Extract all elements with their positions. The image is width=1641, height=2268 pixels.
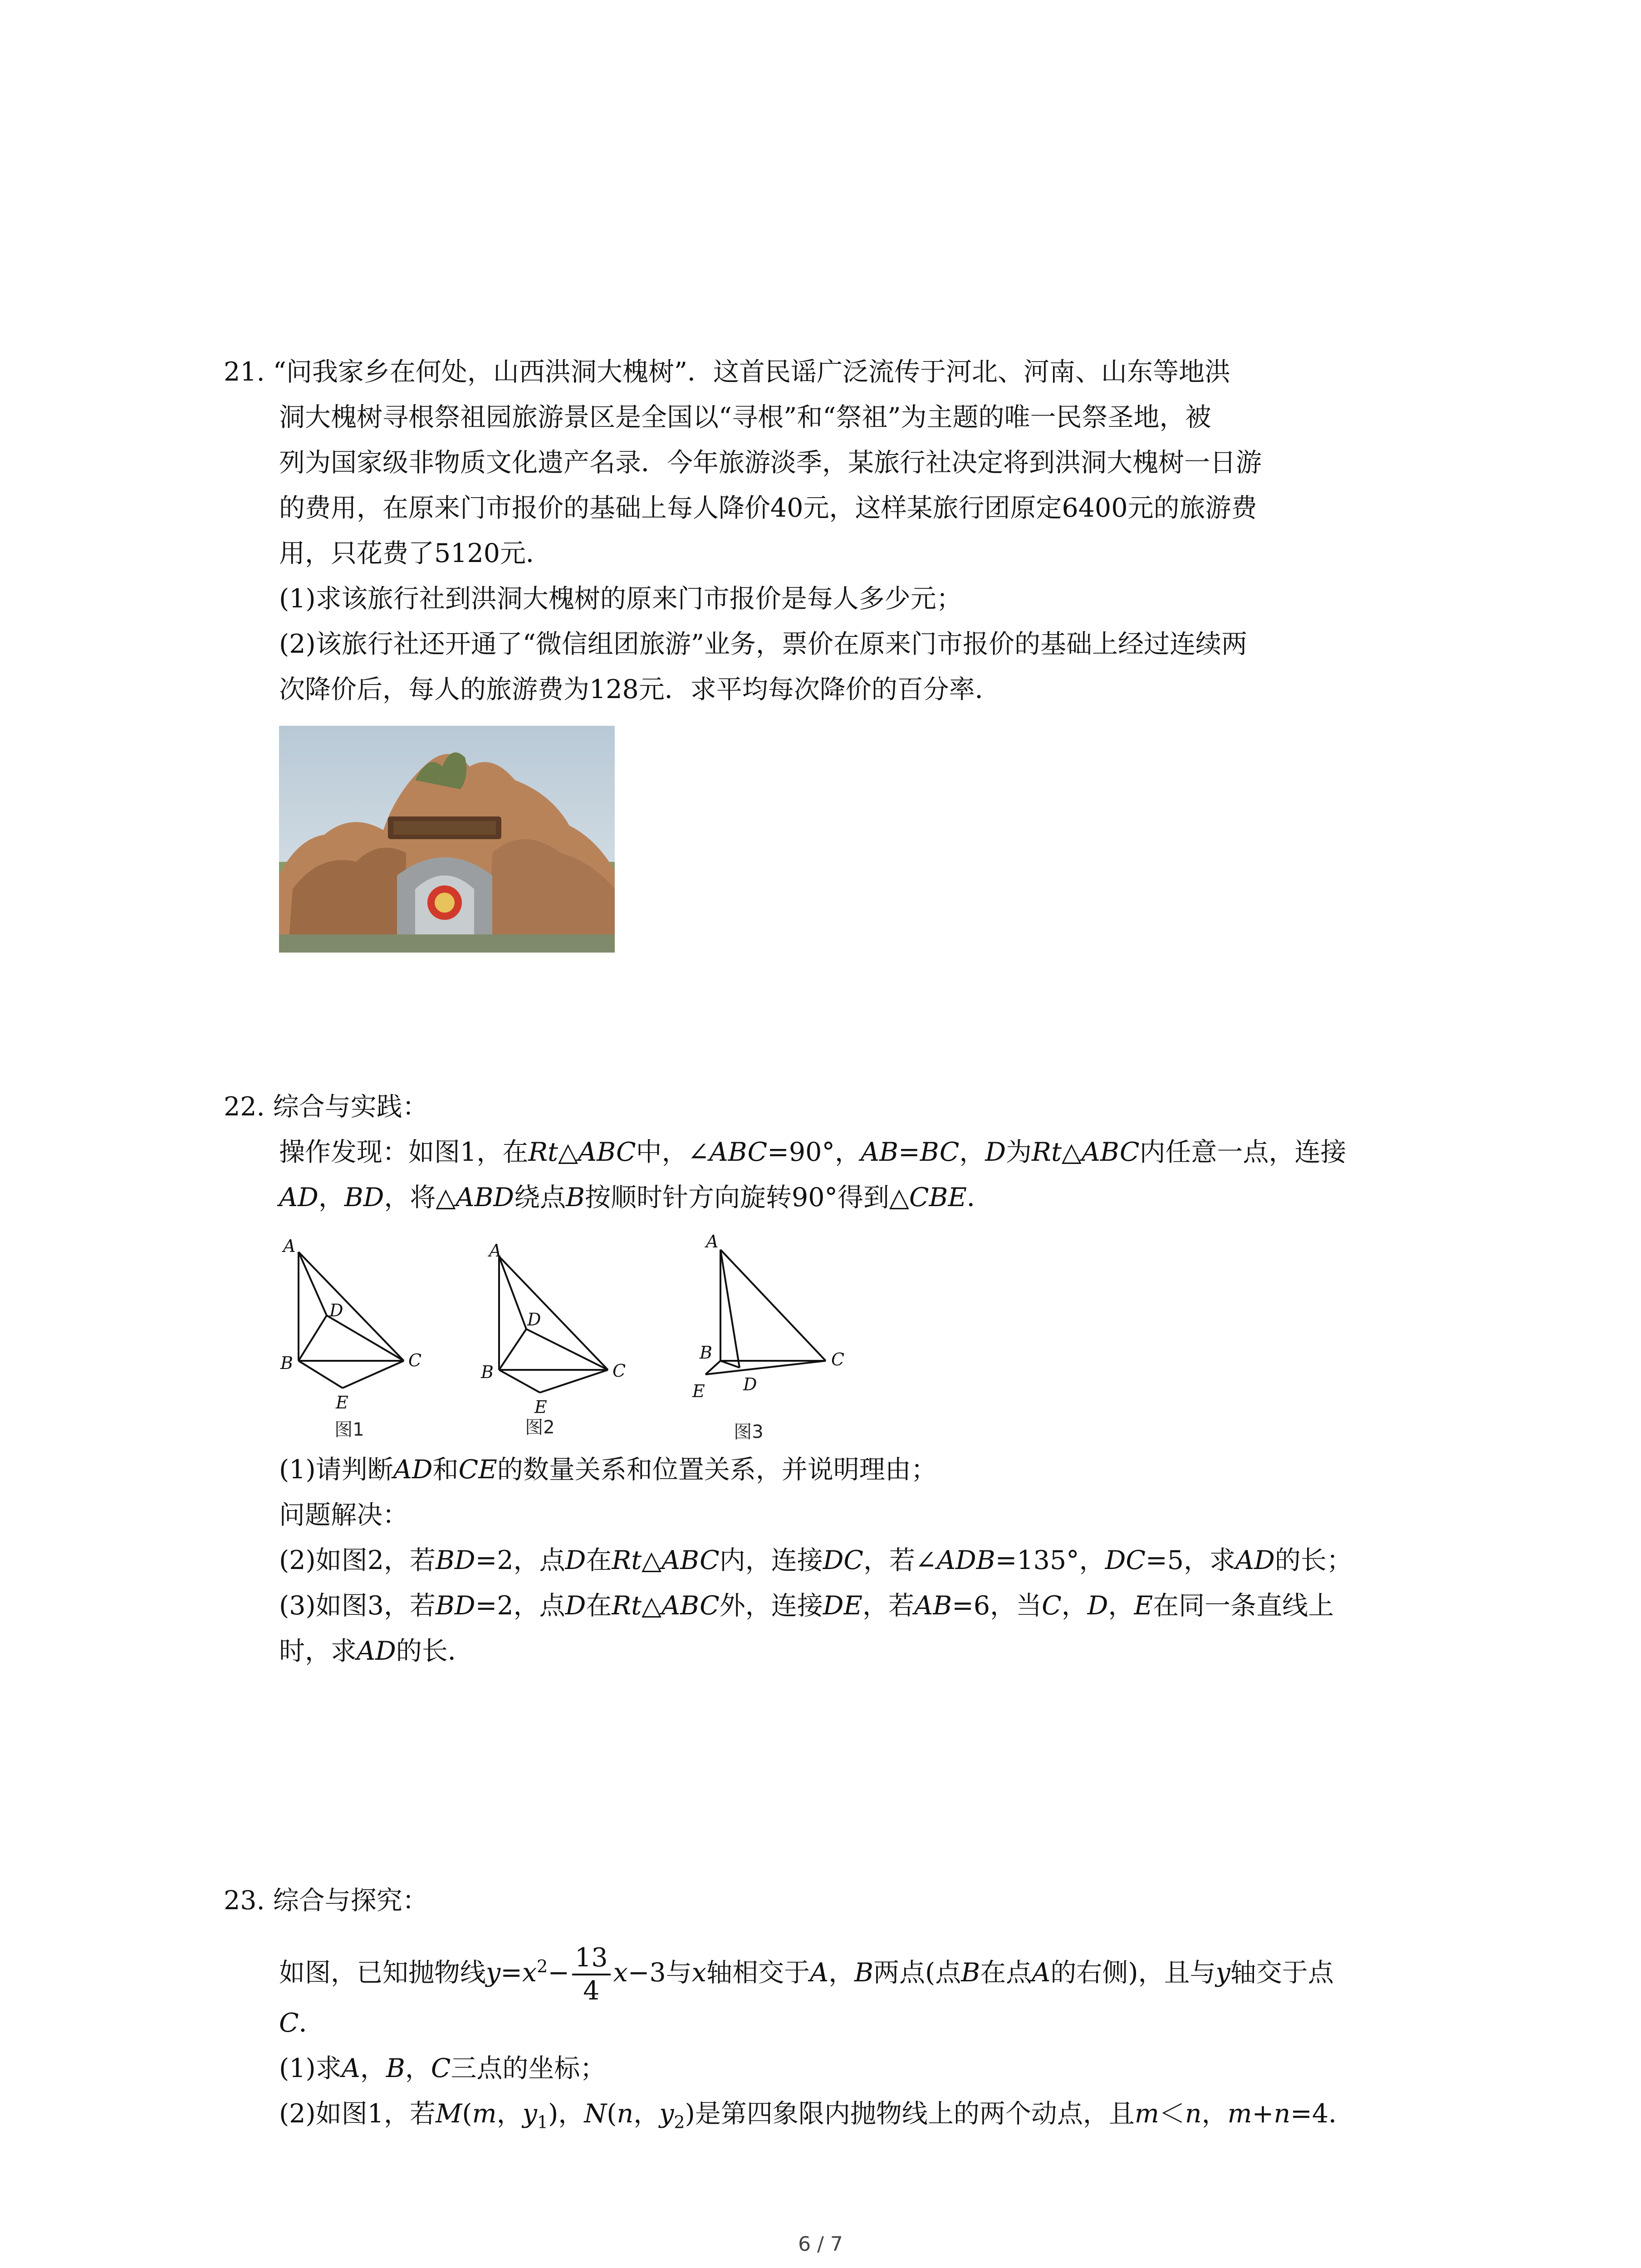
fig1-label-b: B [280, 1353, 293, 1373]
fig3-label-d: D [743, 1374, 757, 1394]
fig3-label-e: E [692, 1381, 705, 1401]
q21-line-3: 列为国家级非物质文化遗产名录．今年旅游淡季，某旅行社决定将到洪洞大槐树一日游 [279, 448, 1262, 478]
q21-part-2-cont: 次降价后，每人的旅游费为128元．求平均每次降价的百分率． [279, 675, 1001, 704]
q23-part-2: (2)如图1，若M(m，$y_1$)，N(n，$y_2$)是第四象限内抛物线上的两个动点，且m＜n，m+n=4． [279, 2099, 1355, 2132]
fig2-label-a: A [489, 1241, 502, 1261]
fig2-label-d: D [527, 1310, 541, 1330]
scenic-photo [279, 726, 615, 953]
fig1-label-a: A [283, 1236, 296, 1256]
q21-part-2: (2)该旅行社还开通了“微信组团旅游”业务，票价在原来门市报价的基础上经过连续两 [279, 629, 1248, 659]
q21-part-1: (1)求该旅行社到洪洞大槐树的原来门市报价是每人多少元； [279, 584, 962, 614]
q22-part-3-cont: 时，求AD的长． [279, 1636, 474, 1666]
fig3-label-b: B [700, 1343, 712, 1363]
q21-line-5: 用，只花费了5120元． [279, 538, 552, 568]
fig1-label-c: C [408, 1350, 422, 1370]
q22-part-3: (3)如图3，若BD=2，点D在Rt△ABC外，连接DE，若AB=6，当C，D，E在同一条直线上 [279, 1591, 1334, 1621]
fig1-label-d: D [329, 1300, 343, 1320]
fraction-13-4: $\frac{13}{4}$ [572, 1945, 611, 2004]
fig2-label-b: B [481, 1362, 494, 1382]
q22-title-line: 22. 综合与实践： [224, 1092, 428, 1122]
figure-2-caption: 图2 [525, 1417, 555, 1438]
figure-1-caption: 图1 [334, 1419, 364, 1440]
figure-3 [690, 1229, 871, 1411]
q23-intro-line-1: 如图，已知抛物线$y=x^2-$ $\frac{13}{4}$ x−3与x轴相交于A，B两点(点B在点A的右侧)，且与y轴交于点 [279, 1942, 1334, 2006]
q23-part-1: (1)求A，B，C三点的坐标； [279, 2053, 606, 2083]
q23-title-line: 23. 综合与探究： [224, 1886, 428, 1916]
figure-2 [476, 1238, 640, 1415]
q21-line-1: 21. “问我家乡在何处，山西洪洞大槐树”．这首民谣广泛流传于河北、河南、山东等地洪 [224, 357, 1231, 387]
fig1-label-e: E [336, 1393, 348, 1413]
q21-number: 21. [224, 357, 265, 387]
q22-operation-line-2: AD，BD，将△ABD绕点B按顺时针方向旋转90°得到△CBE． [279, 1183, 993, 1212]
page-number: 6 / 7 [798, 2233, 843, 2256]
q21-line-4: 的费用，在原来门市报价的基础上每人降价40元，这样某旅行团原定6400元的旅游费 [279, 493, 1257, 523]
q22-part-1: (1)请判断AD和CE的数量关系和位置关系，并说明理由； [279, 1455, 937, 1485]
q21-line-2: 洞大槐树寻根祭祖园旅游景区是全国以“寻根”和“祭祖”为主题的唯一民祭圣地，被 [279, 402, 1211, 432]
q22-problem-heading: 问题解决： [279, 1500, 408, 1530]
figure-1 [272, 1234, 436, 1415]
fig2-label-e: E [534, 1397, 547, 1415]
fig3-label-a: A [706, 1232, 719, 1251]
q22-part-2: (2)如图2，若BD=2，点D在Rt△ABC内，连接DC，若∠ADB=135°，DC=5，求AD的长； [279, 1545, 1352, 1575]
q22-operation-line-1: 操作发现：如图1，在Rt△ABC中，∠ABC=90°，AB=BC，D为Rt△ABC内任意一点，连接 [279, 1137, 1347, 1167]
fig2-label-c: C [612, 1361, 626, 1381]
q23-intro-line-2: C． [279, 2008, 325, 2038]
fig3-label-c: C [831, 1349, 845, 1369]
q23-number: 23. [224, 1886, 265, 1916]
q22-number: 22. [224, 1092, 265, 1122]
figure-3-caption: 图3 [734, 1422, 764, 1442]
